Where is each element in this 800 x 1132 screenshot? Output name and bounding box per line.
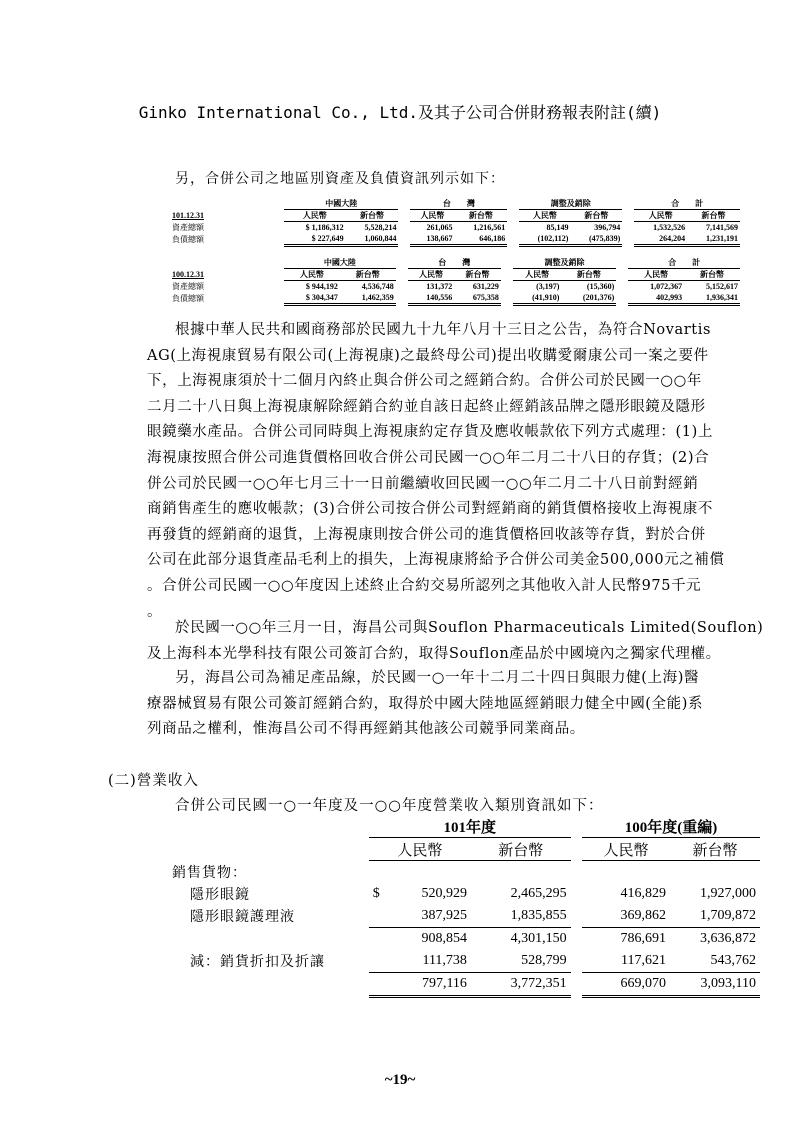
cell: $ 944,192 <box>305 282 338 291</box>
paragraph-line: AG(上海視康貿易有限公司(上海視康)之最終母公司)提出收購愛爾康公司一案之要件 <box>147 347 709 364</box>
cell: 1,709,872 <box>670 905 760 928</box>
row-label: 資產總額 <box>172 222 204 232</box>
paragraph-line: 二月二十八日與上海視康解除經銷合約並自該日起終止經銷該品牌之隱形眼鏡及隱形 <box>147 398 706 415</box>
paragraph-line: 另，海昌公司為補足產品線，於民國一○一年十二月二十四日與眼力健(上海)醫 <box>175 670 700 686</box>
paragraph-line: 下，上海視康須於十二個月內終止與合併公司之經銷合約。合併公司於民國一○○年 <box>147 373 703 390</box>
table-row <box>160 883 760 905</box>
cell: 131,372 <box>426 282 453 291</box>
cell: 543,762 <box>670 950 760 973</box>
currency-header: 人民幣 <box>369 838 471 861</box>
table-row <box>170 233 740 246</box>
segment-table-2012 <box>170 198 740 247</box>
group-header: 中國大陸 <box>284 257 396 269</box>
currency-header: 新台幣 <box>684 269 740 281</box>
cell: 3,772,351 <box>471 973 571 997</box>
currency-header: 人民幣 <box>628 269 684 281</box>
paragraph-line: 。 <box>147 603 163 620</box>
cell: 4,536,748 <box>361 282 394 291</box>
cell: 138,667 <box>410 233 454 246</box>
currency-header: 人民幣 <box>284 210 346 222</box>
group-header: 合 計 <box>634 198 740 210</box>
currency-header: 人民幣 <box>513 269 562 281</box>
currency-header: 人民幣 <box>410 210 454 222</box>
currency-header: 新台幣 <box>561 269 616 281</box>
cell: 111,738 <box>389 950 471 973</box>
segment-intro: 另，合併公司之地區別資產及負債資訊列示如下： <box>175 171 505 187</box>
group-header: 合 計 <box>628 257 740 269</box>
section-intro: 合併公司民國一○一年度及一○○年度營業收入類別資訊如下： <box>175 798 604 814</box>
cell: 1,532,526 <box>653 223 686 232</box>
cell: (475,839) <box>570 233 622 246</box>
paragraph-line: 海視康按照合併公司進貨價格回收合併公司民國一○○年二月二十八日的存貨；(2)合 <box>147 449 710 466</box>
group-header: 調整及銷除 <box>519 198 622 210</box>
paragraph-line: 根據中華人民共和國商務部於民國九十九年八月十三日之公告，為符合Novartis <box>175 322 711 338</box>
paragraph-line: 商銷售產生的應收帳款；(3)合併公司按合併公司對經銷商的銷貨價格接收上海視康不 <box>147 501 713 518</box>
cell: 85,149 <box>546 223 569 232</box>
cell: 908,854 <box>421 931 467 946</box>
cell: 1,231,191 <box>687 233 740 246</box>
currency-header: 人民幣 <box>582 838 670 861</box>
cell: 528,799 <box>471 950 571 973</box>
cell: 1,060,844 <box>346 233 399 246</box>
currency-header: 新台幣 <box>340 269 396 281</box>
currency-header: 新台幣 <box>471 838 571 861</box>
cell: (41,910) <box>513 292 562 305</box>
cell: 140,556 <box>408 292 455 305</box>
paragraph-line: 及上海科本光學科技有限公司簽訂合約，取得Souflon產品於中國境內之獨家代理權。 <box>147 645 721 662</box>
paragraph-line: 眼鏡藥水產品。合併公司同時與上海視康約定存貨及應收帳款依下列方式處理：(1)上 <box>147 424 713 441</box>
paragraph-line: 於民國一○○年三月一日，海昌公司與Souflon Pharmaceuticals Limited(Souflon) <box>175 620 764 636</box>
cell: (15,360) <box>586 282 615 291</box>
cell: 5,152,617 <box>706 282 738 291</box>
group-header: 調整及銷除 <box>513 257 616 269</box>
currency-header: 人民幣 <box>634 210 687 222</box>
cell: 646,186 <box>454 233 507 246</box>
revenue-table <box>160 815 760 998</box>
cell: 631,229 <box>472 282 499 291</box>
cell: 416,829 <box>620 886 666 901</box>
row-label: 資產總額 <box>172 281 204 291</box>
cell: 261,065 <box>426 223 453 232</box>
cell: 402,993 <box>628 292 684 305</box>
paragraph-line: 療器械貿易有限公司簽訂經銷合約，取得於中國大陸地區經銷眼力健全中國(全能)系 <box>147 695 704 712</box>
cell: $ 304,347 <box>284 292 340 305</box>
group-header: 中國大陸 <box>284 198 398 210</box>
cell: 675,358 <box>454 292 501 305</box>
cell: 4,301,150 <box>510 931 567 946</box>
cell: 396,794 <box>594 223 621 232</box>
cell: 7,141,569 <box>706 223 738 232</box>
paragraph-line: 併公司於民國一○○年七月三十一日前繼續收回民國一○○年二月二十八日前對經銷 <box>147 475 699 492</box>
row-label: 隱形眼鏡護理液 <box>190 909 295 926</box>
row-label: 負債總額 <box>172 234 204 244</box>
currency-header: 新台幣 <box>570 210 622 222</box>
cell: 5,528,214 <box>364 223 397 232</box>
table-row <box>160 973 760 997</box>
paragraph-line: 公司在此部分退貨產品毛利上的損失，上海視康將給予合併公司美金500,000元之補償 <box>147 552 725 569</box>
cell: (102,112) <box>519 233 570 246</box>
row-label: 減：銷貨折扣及折讓 <box>190 954 325 971</box>
cell: 3,636,872 <box>700 931 756 946</box>
cell: 264,204 <box>634 233 687 246</box>
table-row <box>160 928 760 951</box>
table-row <box>170 292 740 305</box>
currency-header: 新台幣 <box>454 210 507 222</box>
group-header: 台 灣 <box>410 198 507 210</box>
table-row <box>160 950 760 973</box>
currency-header: 新台幣 <box>670 838 760 861</box>
currency-header: 新台幣 <box>346 210 399 222</box>
year-header: 101年度 <box>369 815 571 838</box>
cell: 669,070 <box>582 973 670 997</box>
cell: 786,691 <box>620 931 666 946</box>
cell: 797,116 <box>389 973 471 997</box>
table-date: 101.12.31 <box>172 211 204 220</box>
row-label: 負債總額 <box>172 293 204 303</box>
cell: 3,093,110 <box>670 973 760 997</box>
currency-symbol: $ <box>372 886 380 901</box>
paragraph-distribution <box>147 666 759 743</box>
cell: 520,929 <box>421 886 467 901</box>
row-label: 隱形眼鏡 <box>190 887 250 903</box>
currency-header: 人民幣 <box>284 269 340 281</box>
cell: 369,862 <box>582 905 670 928</box>
page-title: Ginko International Co., Ltd.及其子公司合併財務報表附註(續) <box>138 103 662 122</box>
paragraph-line: 。合併公司民國一○○年度因上述終止合約交易所認列之其他收入計人民幣975千元 <box>147 577 702 594</box>
cell: (201,376) <box>561 292 616 305</box>
currency-header: 新台幣 <box>454 269 501 281</box>
cell: 2,465,295 <box>510 886 567 901</box>
page-number: ~19~ <box>384 1072 416 1088</box>
segment-table-2011 <box>170 257 740 306</box>
section-heading: (二)營業收入 <box>108 773 199 789</box>
cell: $ 227,649 <box>284 233 346 246</box>
paragraph-line: 再發貨的經銷商的退貨，上海視康則按合併公司的進貨價格回收該等存貨，對於合併 <box>147 526 706 543</box>
cell: 1,927,000 <box>700 886 756 901</box>
cell: 117,621 <box>582 950 670 973</box>
table-row <box>170 222 740 234</box>
table-row <box>170 281 740 293</box>
currency-header: 人民幣 <box>519 210 570 222</box>
cell: 1,936,341 <box>684 292 740 305</box>
paragraph-line: 列商品之權利，惟海昌公司不得再經銷其他該公司競爭同業商品。 <box>147 721 585 738</box>
cell: 387,925 <box>389 905 471 928</box>
cell: 1,462,359 <box>340 292 396 305</box>
cell: $ 1,186,312 <box>305 223 344 232</box>
currency-header: 新台幣 <box>687 210 740 222</box>
group-header: 台 灣 <box>408 257 501 269</box>
category-label: 銷售貨物： <box>172 864 247 881</box>
table-row <box>160 905 760 928</box>
currency-header: 人民幣 <box>408 269 455 281</box>
table-date: 100.12.31 <box>172 270 204 279</box>
year-header: 100年度(重編) <box>582 815 760 838</box>
cell: 1,072,367 <box>650 282 683 291</box>
paragraph-souflon <box>147 616 764 667</box>
cell: (3,197) <box>536 282 560 291</box>
paragraph-novartis <box>147 318 759 625</box>
cell: 1,216,561 <box>473 223 506 232</box>
cell: 1,835,855 <box>471 905 571 928</box>
